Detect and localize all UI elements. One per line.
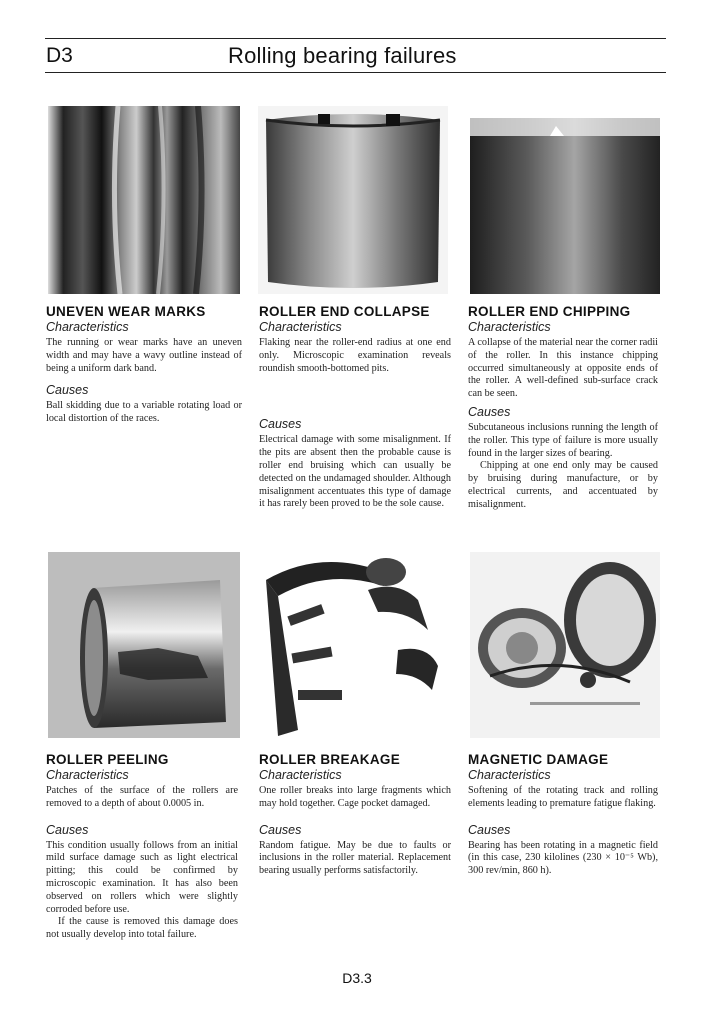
card-roller-peeling [46, 752, 238, 942]
failure-title: ROLLER BREAKAGE [259, 752, 401, 767]
characteristics-text: Flaking near the roller-end radius at one end only. Microscopic examination reveals roundish smooth-bottomed pits. [259, 337, 451, 374]
photo-roller-breakage [258, 550, 452, 740]
characteristics-heading: Characteristics [259, 768, 342, 782]
photo-uneven-wear-marks [48, 106, 240, 294]
characteristics-heading: Characteristics [46, 768, 129, 782]
causes-heading: Causes [468, 404, 511, 419]
characteristics-heading: Characteristics [259, 320, 342, 334]
causes-heading: Causes [468, 822, 511, 837]
failure-title: ROLLER END CHIPPING [468, 304, 631, 319]
failure-title: MAGNETIC DAMAGE [468, 752, 609, 767]
characteristics-text: The running or wear marks have an uneven width and may have a wavy outline instead of being a uniform dark band. [46, 337, 242, 374]
characteristics-text: Patches of the surface of the rollers are removed to a depth of about 0.0005 in. [46, 785, 238, 809]
card-magnetic-damage [468, 752, 658, 878]
characteristics-text: One roller breaks into large fragments which may hold together. Cage pocket damaged. [259, 785, 451, 809]
header-rule-top [45, 38, 666, 39]
failure-title: ROLLER END COLLAPSE [259, 304, 430, 319]
causes-text-2: Chipping at one end only may be caused by bruising during manufacture, or by electrical currents, and accentuated by misalignment. [468, 460, 658, 510]
causes-text: Electrical damage with some misalignment. If the pits are absent then the probable cause is roller end bruising which can usually be detected on the undamaged shoulder. Although misalignment accentuates this type of damage it has rarely been proved to be the sole cause. [259, 434, 451, 510]
characteristics-heading: Characteristics [46, 320, 129, 334]
photo-roller-end-chipping [470, 118, 660, 294]
photo-magnetic-damage [470, 552, 660, 738]
characteristics-text: A collapse of the material near the corner radii of the roller. In this instance chipping occurred simultaneously at opposite ends of the roller. A well-defined sub-surface crack can be seen. [468, 337, 658, 400]
causes-heading: Causes [259, 417, 302, 432]
page-number: D3.3 [342, 970, 372, 986]
causes-heading: Causes [46, 822, 89, 837]
causes-text: Bearing has been rotating in a magnetic field (in this case, 230 kilolines (230 × 10⁻⁵ Wb), 300 rev/min, 860 h). [468, 839, 658, 877]
characteristics-heading: Characteristics [468, 768, 551, 782]
card-roller-end-collapse [259, 304, 451, 511]
page-title: Rolling bearing failures [228, 43, 457, 68]
causes-text: This condition usually follows from an initial mild surface damage such as light electrical pitting; this could be confirmed by microscopic examination. It has also been observed on rollers which were slightly corroded before use. [46, 839, 238, 915]
header-rule-bottom [45, 72, 666, 73]
section-code: D3 [46, 44, 73, 67]
photo-roller-end-collapse [258, 106, 448, 294]
characteristics-heading: Characteristics [468, 320, 551, 334]
failure-title: ROLLER PEELING [46, 752, 169, 767]
causes-text: Random fatigue. May be due to faults or inclusions in the roller material. Replacement bearing usually performs satisfactorily. [259, 839, 451, 877]
card-roller-breakage [259, 752, 451, 878]
card-roller-end-chipping [468, 304, 658, 512]
card-uneven-wear-marks [46, 304, 242, 426]
causes-text: Ball skidding due to a variable rotating load or local distortion of the races. [46, 400, 242, 425]
causes-heading: Causes [46, 383, 89, 398]
characteristics-text: Softening of the rotating track and rolling elements leading to premature fatigue flaking. [468, 785, 658, 809]
causes-heading: Causes [259, 822, 302, 837]
failure-title: UNEVEN WEAR MARKS [46, 304, 206, 319]
causes-text-2: If the cause is removed this damage does not usually develop into total failure. [46, 916, 238, 941]
causes-text: Subcutaneous inclusions running the length of the roller. This type of failure is more usually found in the larger sizes of bearing. [468, 421, 658, 459]
photo-roller-peeling [48, 552, 240, 738]
